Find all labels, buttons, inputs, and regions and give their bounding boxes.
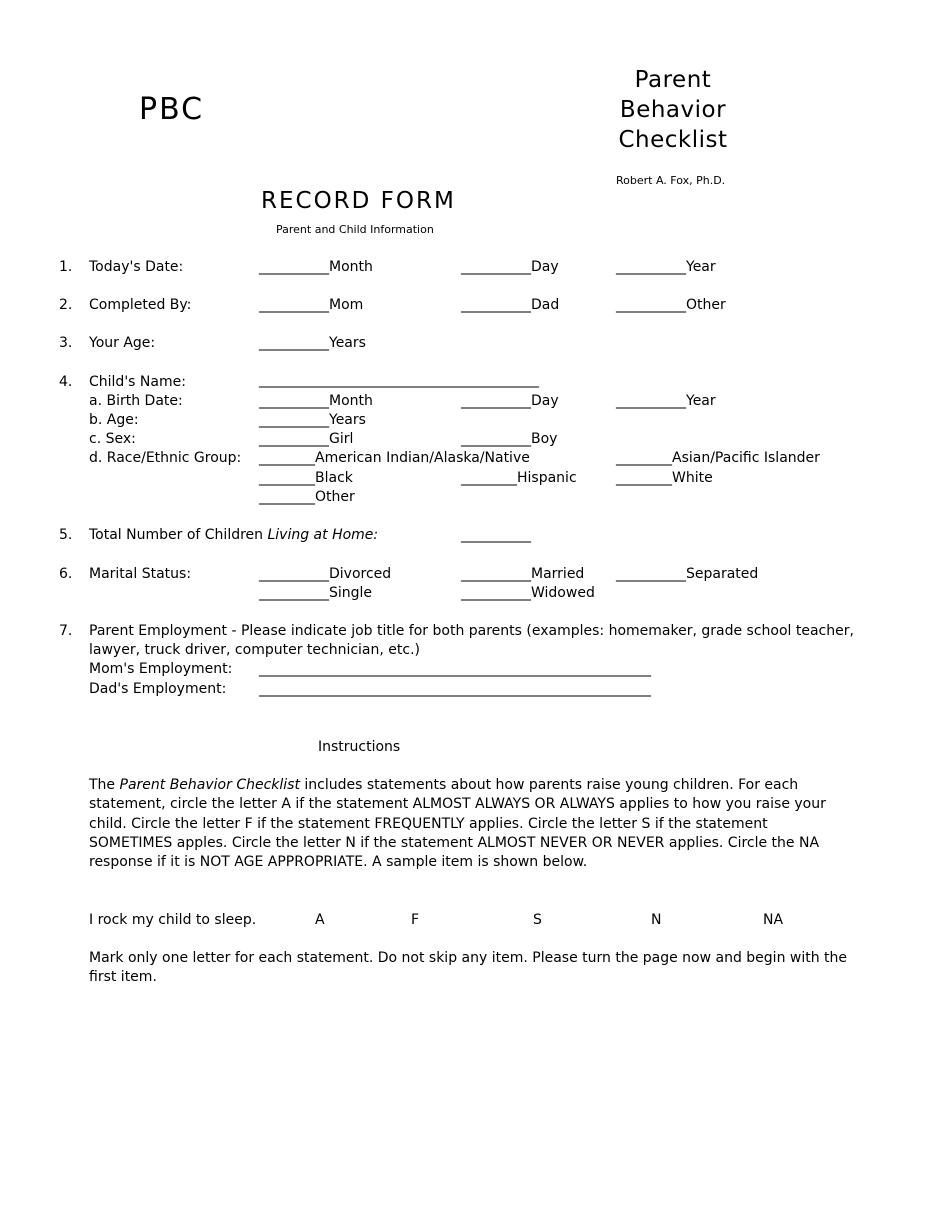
instructions-p1-rest: includes statements about how parents raise young children. For each statement, circle the letter A if the statement ALMOST ALWAYS OR ALWAYS applies to how you raise your child. Circle the letter F if the statement FREQUENTLY applies. Circle the letter S if the statement SOMETIMES apples. Circle the letter N if the statement ALMOST NEVER OR NEVER applies. Circle the NA response if it is NOT AGE APPROPRIATE. A sample item is shown below. [89,777,826,871]
q3-label: Your Age: [89,335,156,351]
race-other-field[interactable]: ________Other [259,489,355,505]
title-line-3: Checklist [618,127,728,153]
marital-married-field[interactable]: __________Married [461,566,585,582]
q5-number: 5. [59,527,73,543]
q1-number: 1. [59,259,73,275]
sex-label: c. Sex: [89,431,136,447]
sex-boy-field[interactable]: __________Boy [461,431,558,447]
sex-girl-field[interactable]: __________Girl [259,431,354,447]
birth-day-field[interactable]: __________Day [461,393,559,409]
marital-separated-field[interactable]: __________Separated [616,566,759,582]
race-american-indian-field[interactable]: ________American Indian/Alaska/Native [259,450,530,466]
instructions-p1-italic: Parent Behavior Checklist [119,777,300,793]
q7-text-line-2: lawyer, truck driver, computer technician, etc.) [89,642,420,658]
race-white-field[interactable]: ________White [616,470,713,486]
instructions-paragraph [89,776,849,872]
race-hispanic-field[interactable]: ________Hispanic [461,470,577,486]
q2-number: 2. [59,297,73,313]
birth-date-label: a. Birth Date: [89,393,183,409]
instructions-p1-start: The [89,777,120,793]
sample-option-s: S [533,912,542,928]
marital-divorced-field[interactable]: __________Divorced [259,566,392,582]
child-age-field[interactable]: __________Years [259,412,366,428]
child-name-field[interactable]: ________________________________________ [259,372,539,388]
checklist-title [600,65,746,155]
sample-statement: I rock my child to sleep. [89,912,257,928]
q5-label [89,527,378,543]
q7-number: 7. [59,623,73,639]
children-count-field[interactable]: __________ [461,527,531,543]
race-label: d. Race/Ethnic Group: [89,450,242,466]
form-subtitle: Parent and Child Information [276,223,434,236]
birth-month-field[interactable]: __________Month [259,393,373,409]
q2-mom-field[interactable]: __________Mom [259,297,364,313]
sample-option-f: F [411,912,420,928]
q6-label: Marital Status: [89,566,192,582]
q1-year-field[interactable]: __________Year [616,259,716,275]
dad-employment-field[interactable]: ________________________________________________________ [259,681,651,697]
sample-option-na: NA [763,912,784,928]
q2-other-field[interactable]: __________Other [616,297,726,313]
sample-option-n: N [651,912,662,928]
instructions-closing: Mark only one letter for each statement. Do not skip any item. Please turn the page now and begin with the first item. [89,950,848,986]
logo-text: PBC [139,92,205,127]
q1-label: Today's Date: [89,259,184,275]
author: Robert A. Fox, Ph.D. [616,174,726,187]
q1-month-field[interactable]: __________Month [259,259,373,275]
title-line-2: Behavior [619,97,727,123]
q2-dad-field[interactable]: __________Dad [461,297,560,313]
race-black-field[interactable]: ________Black [259,470,353,486]
q5-label-italic: Living at Home: [267,527,379,543]
mom-employment-label: Mom's Employment: [89,661,233,677]
marital-widowed-field[interactable]: __________Widowed [461,585,595,601]
race-asian-field[interactable]: ________Asian/Pacific Islander [616,450,820,466]
q5-label-plain: Total Number of Children [89,527,268,543]
q3-years-field[interactable]: __________Years [259,335,366,351]
q3-number: 3. [59,335,73,351]
mom-employment-field[interactable]: ________________________________________________________ [259,661,651,677]
q6-number: 6. [59,566,73,582]
form-title: RECORD FORM [261,188,456,214]
sample-option-a: A [315,912,325,928]
age-label: b. Age: [89,412,139,428]
dad-employment-label: Dad's Employment: [89,681,227,697]
q4-number: 4. [59,374,73,390]
birth-year-field[interactable]: __________Year [616,393,716,409]
title-line-1: Parent [634,67,712,93]
instructions-title: Instructions [318,739,401,755]
q4-label: Child's Name: [89,374,186,390]
marital-single-field[interactable]: __________Single [259,585,373,601]
q1-day-field[interactable]: __________Day [461,259,559,275]
q7-text-line-1: Parent Employment - Please indicate job title for both parents (examples: homemaker, grade school teacher, [89,623,854,639]
q2-label: Completed By: [89,297,192,313]
